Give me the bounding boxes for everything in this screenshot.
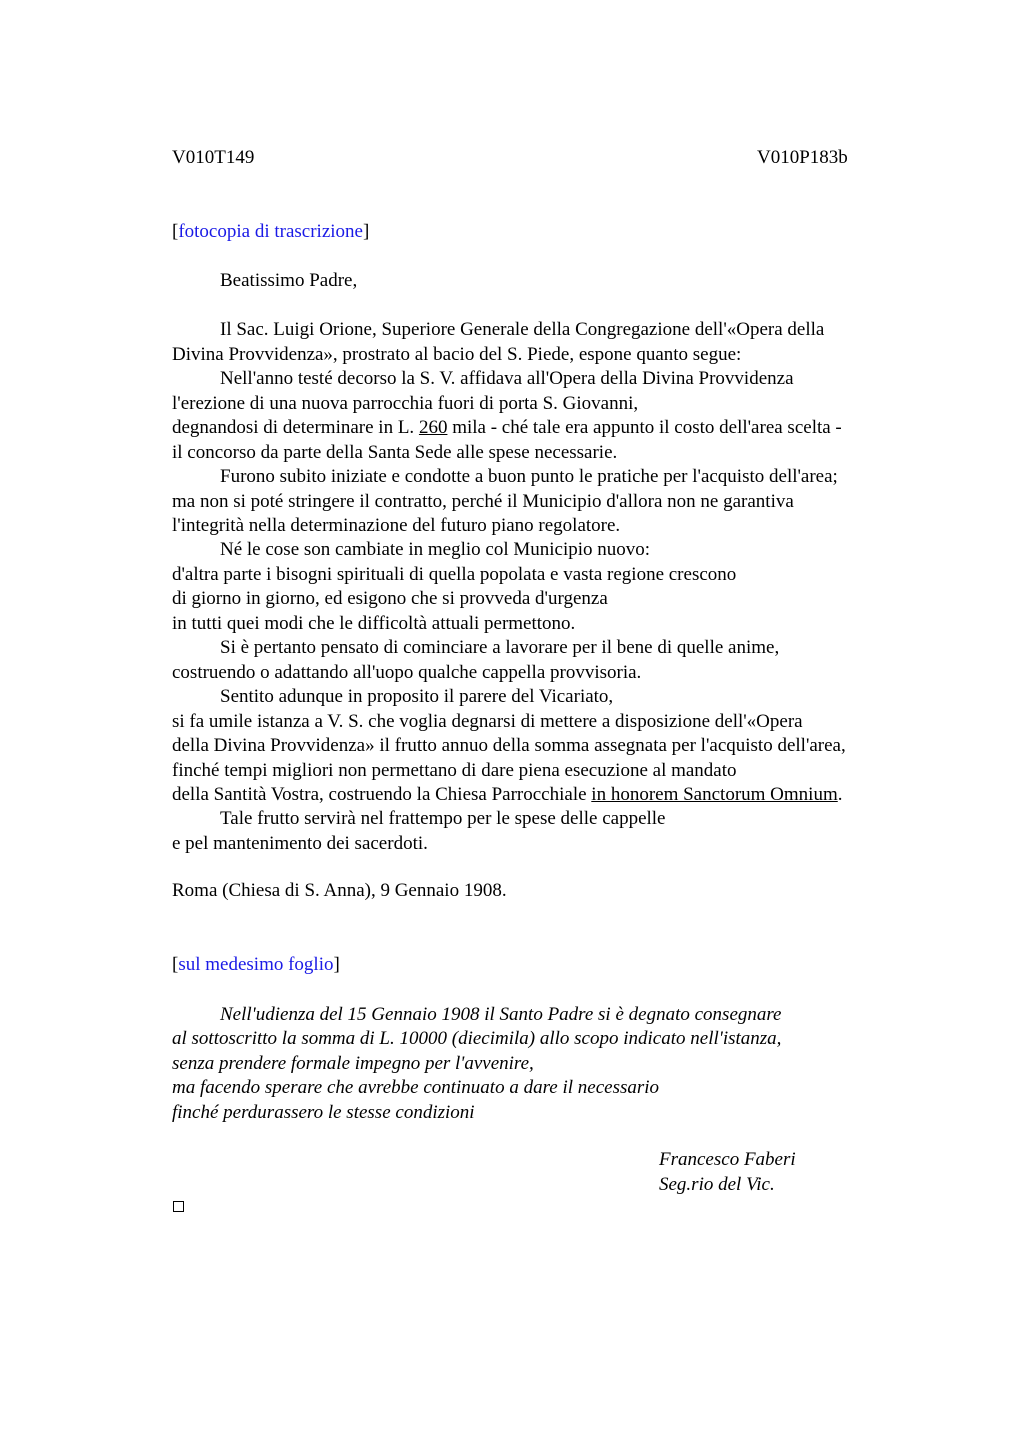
body-line: il concorso da parte della Santa Sede alle spese necessarie. — [172, 442, 618, 463]
body-line: Sentito adunque in proposito il parere del Vicariato, — [220, 686, 614, 707]
church-name-underlined: in honorem Sanctorum Omnium — [591, 784, 838, 805]
body-line: l'integrità nella determinazione del futuro piano regolatore. — [172, 515, 621, 536]
body-line: ma non si poté stringere il contratto, perché il Municipio d'allora non ne garantiva — [172, 491, 794, 512]
annotation-line: Nell'udienza del 15 Gennaio 1908 il Santo Padre si è degnato consegnare — [220, 1004, 782, 1025]
date-line: Roma (Chiesa di S. Anna), 9 Gennaio 1908. — [172, 880, 507, 901]
body-line: e pel mantenimento dei sacerdoti. — [172, 833, 428, 854]
annotation-line: ma facendo sperare che avrebbe continuato a dare il necessario — [172, 1077, 660, 1098]
body-line: Tale frutto servirà nel frattempo per le spese delle cappelle — [220, 808, 666, 829]
body-line: d'altra parte i bisogni spirituali di quella popolata e vasta regione crescono — [172, 564, 737, 585]
salutation: Beatissimo Padre, — [220, 270, 358, 291]
doc-code-right: V010P183b — [757, 147, 848, 168]
body-line: della Divina Provvidenza» il frutto annuo della somma assegnata per l'acquisto dell'area, — [172, 735, 846, 756]
amount-underlined: 260 — [418, 417, 448, 438]
signature-title: Seg.rio del Vic. — [659, 1174, 775, 1195]
bracket-open: [ — [172, 954, 179, 975]
body-line: di giorno in giorno, ed esigono che si provveda d'urgenza — [172, 588, 608, 609]
note-top — [172, 221, 369, 243]
body-line: in tutti quei modi che le difficoltà attuali permettono. — [172, 613, 576, 634]
body-line: Si è pertanto pensato di cominciare a lavorare per il bene di quelle anime, — [220, 637, 780, 658]
body-line: Né le cose son cambiate in meglio col Municipio nuovo: — [220, 539, 651, 560]
note-bottom-label: sul medesimo foglio — [178, 954, 334, 975]
body-line: della Santità Vostra, costruendo la Chiesa Parrocchiale in honorem Sanctorum Omnium. — [172, 784, 843, 805]
body-line: degnandosi di determinare in L. 260 mila - ché tale era appunto il costo dell'area scelta - — [172, 417, 842, 438]
body-line: costruendo o adattando all'uopo qualche cappella provvisoria. — [172, 662, 642, 683]
body-line: finché tempi migliori non permettano di dare piena esecuzione al mandato — [172, 760, 737, 781]
doc-code-left: V010T149 — [172, 147, 255, 168]
end-square-icon — [173, 1201, 184, 1212]
note-bottom — [172, 954, 340, 976]
body-line: Nell'anno testé decorso la S. V. affidava all'Opera della Divina Provvidenza — [220, 368, 794, 389]
body-line: Il Sac. Luigi Orione, Superiore Generale della Congregazione dell'«Opera della — [220, 319, 825, 340]
signature-name: Francesco Faberi — [659, 1149, 796, 1170]
annotation-line: al sottoscritto la somma di L. 10000 (diecimila) allo scopo indicato nell'istanza, — [172, 1028, 782, 1049]
body-line: l'erezione di una nuova parrocchia fuori di porta S. Giovanni, — [172, 393, 639, 414]
annotation-line: senza prendere formale impegno per l'avvenire, — [172, 1053, 534, 1074]
bracket-close: ] — [333, 954, 340, 975]
body-line: si fa umile istanza a V. S. che voglia degnarsi di mettere a disposizione dell'«Opera — [172, 711, 803, 732]
body-line: Divina Provvidenza», prostrato al bacio del S. Piede, espone quanto segue: — [172, 344, 742, 365]
bracket-open: [ — [172, 221, 179, 242]
bracket-close: ] — [362, 221, 370, 242]
note-top-label: fotocopia di trascrizione — [178, 221, 363, 242]
body-line: Furono subito iniziate e condotte a buon punto le pratiche per l'acquisto dell'area; — [220, 466, 838, 487]
annotation-line: finché perdurassero le stesse condizioni — [172, 1102, 475, 1123]
